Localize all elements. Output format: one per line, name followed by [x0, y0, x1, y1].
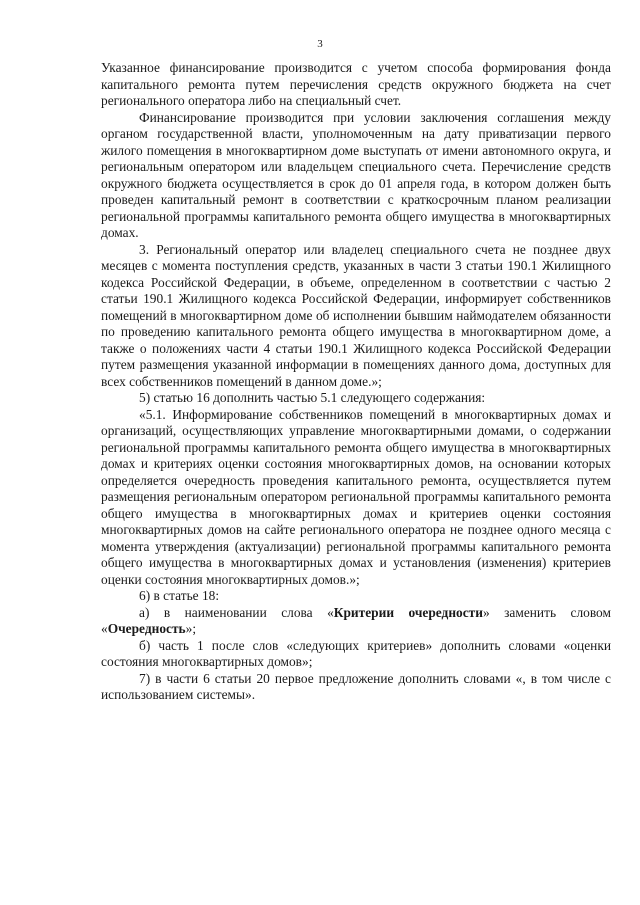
paragraph-article-18: 6) в статье 18:	[139, 588, 220, 603]
item-a-bold-2: Очередность	[107, 621, 186, 636]
page-number: 3	[317, 38, 323, 50]
paragraph-part-5-1: «5.1. Информирование собственников помещений в многоквартирных домах и организаций, осуществляющих управление многоквартирными домами, о содержании региональной программы капитального ремонта общего имущества в многоквартирных домах и критериях оценки состояния многоквартирных домов, на основании которых определяется очередность проведения капитального ремонта, осуществляется путем размещения региональным оператором региональной программы капитального ремонта общего имущества в многоквартирных домах и критериев оценки состояния многоквартирных домов на сайте регионального оператора не позднее одного месяца с момента утверждения (актуализации) региональной программы капитального ремонта общего имущества в многоквартирных домах и установления (изменения) критериев оценки состояния многоквартирных домов.»;	[101, 406, 611, 587]
item-a-text-2: » заменить словом «	[101, 604, 611, 636]
paragraph-regional-operator: 3. Региональный оператор или владелец специального счета не позднее двух месяцев с момента поступления средств, указанных в части 3 статьи 190.1 Жилищного кодекса Российской Федерации, в объеме, определенном в соответствии с частью 2 статьи 190.1 Жилищного кодекса Российской Федерации, информирует собственников помещений в многоквартирном доме об исполнении бывшим наймодателем обязанности по проведению капитального ремонта общего имущества в многоквартирном доме, а также о положениях части 4 статьи 190.1 Жилищного кодекса Российской Федерации путем размещения указанной информации в помещениях данного дома, доступных для всех собственников помещений в данном доме.»;	[101, 241, 611, 389]
paragraph-article-16: 5) статью 16 дополнить частью 5.1 следующего содержания:	[139, 390, 486, 405]
document-body	[101, 60, 611, 704]
item-a-text-1: а) в наименовании слова «	[139, 604, 334, 620]
item-a-text-3: »;	[185, 621, 197, 636]
paragraph-item-b: б) часть 1 после слов «следующих критериев» дополнить словами «оценки состояния многоквартирных домов»;	[101, 637, 611, 669]
paragraph-item-a	[101, 605, 611, 638]
paragraph-financing-method: Указанное финансирование производится с учетом способа формирования фонда капитального ремонта путем перечисления средств окружного бюджета на счет регионального оператора либо на специальный счет.	[101, 60, 611, 108]
paragraph-article-20: 7) в части 6 статьи 20 первое предложение дополнить словами «, в том числе с использованием системы».	[101, 670, 611, 702]
item-a-bold-1: Критерии очередности	[333, 604, 483, 620]
paragraph-financing-condition: Финансирование производится при условии заключения соглашения между органом государственной власти, уполномоченным на дату приватизации первого жилого помещения в многоквартирном доме выступать от имени автономного округа, и региональным оператором или владельцем специального счета. Перечисление средств окружного бюджета осуществляется в срок до 01 апреля года, в котором должен быть проведен капитальный ремонт в соответствии с краткосрочным планом реализации региональной программы капитального ремонта общего имущества в многоквартирных домах.	[101, 109, 611, 240]
